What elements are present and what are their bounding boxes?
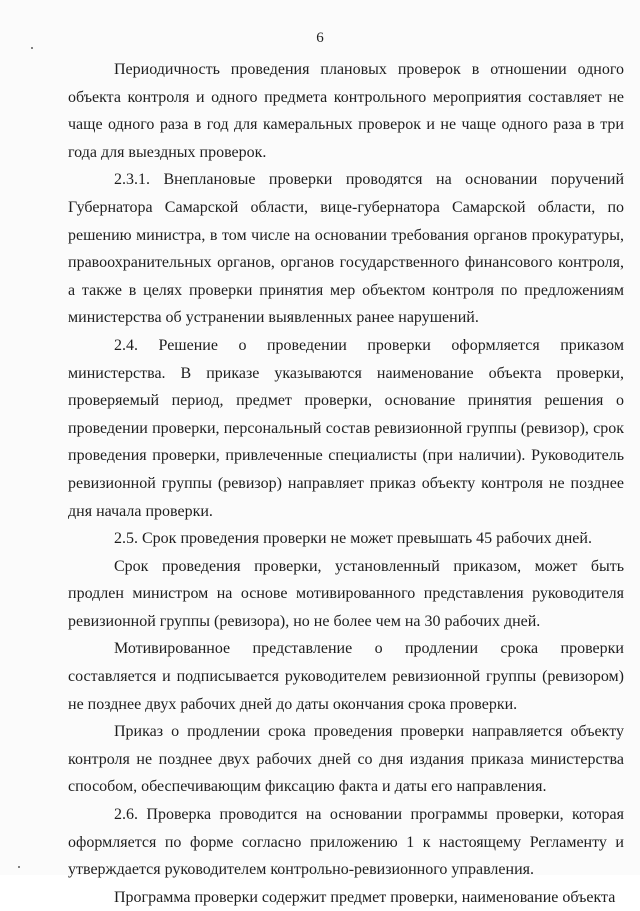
paragraph-2-5: 2.5. Срок проведения проверки не может превышать 45 рабочих дней. [114, 530, 592, 548]
scan-speck [31, 47, 33, 49]
paragraph-2-3-1: 2.3.1. Внеплановые проверки проводятся на основании поручений Губернатора Самарской области, вице-губернатора Самарской области, по решению министра, в том числе на основании требования органов прокуратуры, правоохранительных органов, органов государственного финансового контроля, а также в целях проверки принятия мер объектом контроля по предложениям министерства об устранении выявленных ранее нарушений. [68, 171, 624, 327]
paragraph-extension-order: Приказ о продлении срока проведения проверки направляется объекту контроля не позднее двух рабочих дней со дня издания приказа министерства способом, обеспечивающим фиксацию факта и даты его направления. [68, 723, 624, 796]
paragraph-extension: Срок проведения проверки, установленный приказом, может быть продлен министром на основе мотивированного представления руководителя ревизионной группы (ревизора), но не более чем на 30 рабочих дней. [68, 557, 624, 630]
page-number: 6 [316, 30, 324, 46]
paragraph-motivated-submission: Мотивированное представление о продлении срока проверки составляется и подписывается руководителем ревизионной группы (ревизором) не позднее двух рабочих дней до даты окончания срока проверки. [68, 640, 624, 713]
paragraph-periodicity: Периодичность проведения плановых проверок в отношении одного объекта контроля и одного предмета контрольного мероприятия составляет не чаще одного раза в год для камеральных проверок и не чаще одного раза в три года для выездных проверок. [68, 61, 624, 161]
scan-speck [18, 866, 20, 868]
paragraph-program: Программа проверки содержит предмет проверки, наименование объекта [114, 888, 616, 906]
paragraph-2-6: 2.6. Проверка проводится на основании программы проверки, которая оформляется по форме согласно приложению 1 к настоящему Регламенту и утверждается руководителем контрольно-ревизионного управления. [68, 806, 624, 879]
paragraph-2-4: 2.4. Решение о проведении проверки оформляется приказом министерства. В приказе указываются наименование объекта проверки, проверяемый период, предмет проверки, основание принятия решения о проведении проверки, персональный состав ревизионной группы (ревизор), срок проведения проверки, привлеченные специалисты (при наличии). Руководитель ревизионной группы (ревизор) направляет приказ объекту контроля не позднее дня начала проверки. [68, 336, 624, 520]
document-body [68, 56, 624, 911]
